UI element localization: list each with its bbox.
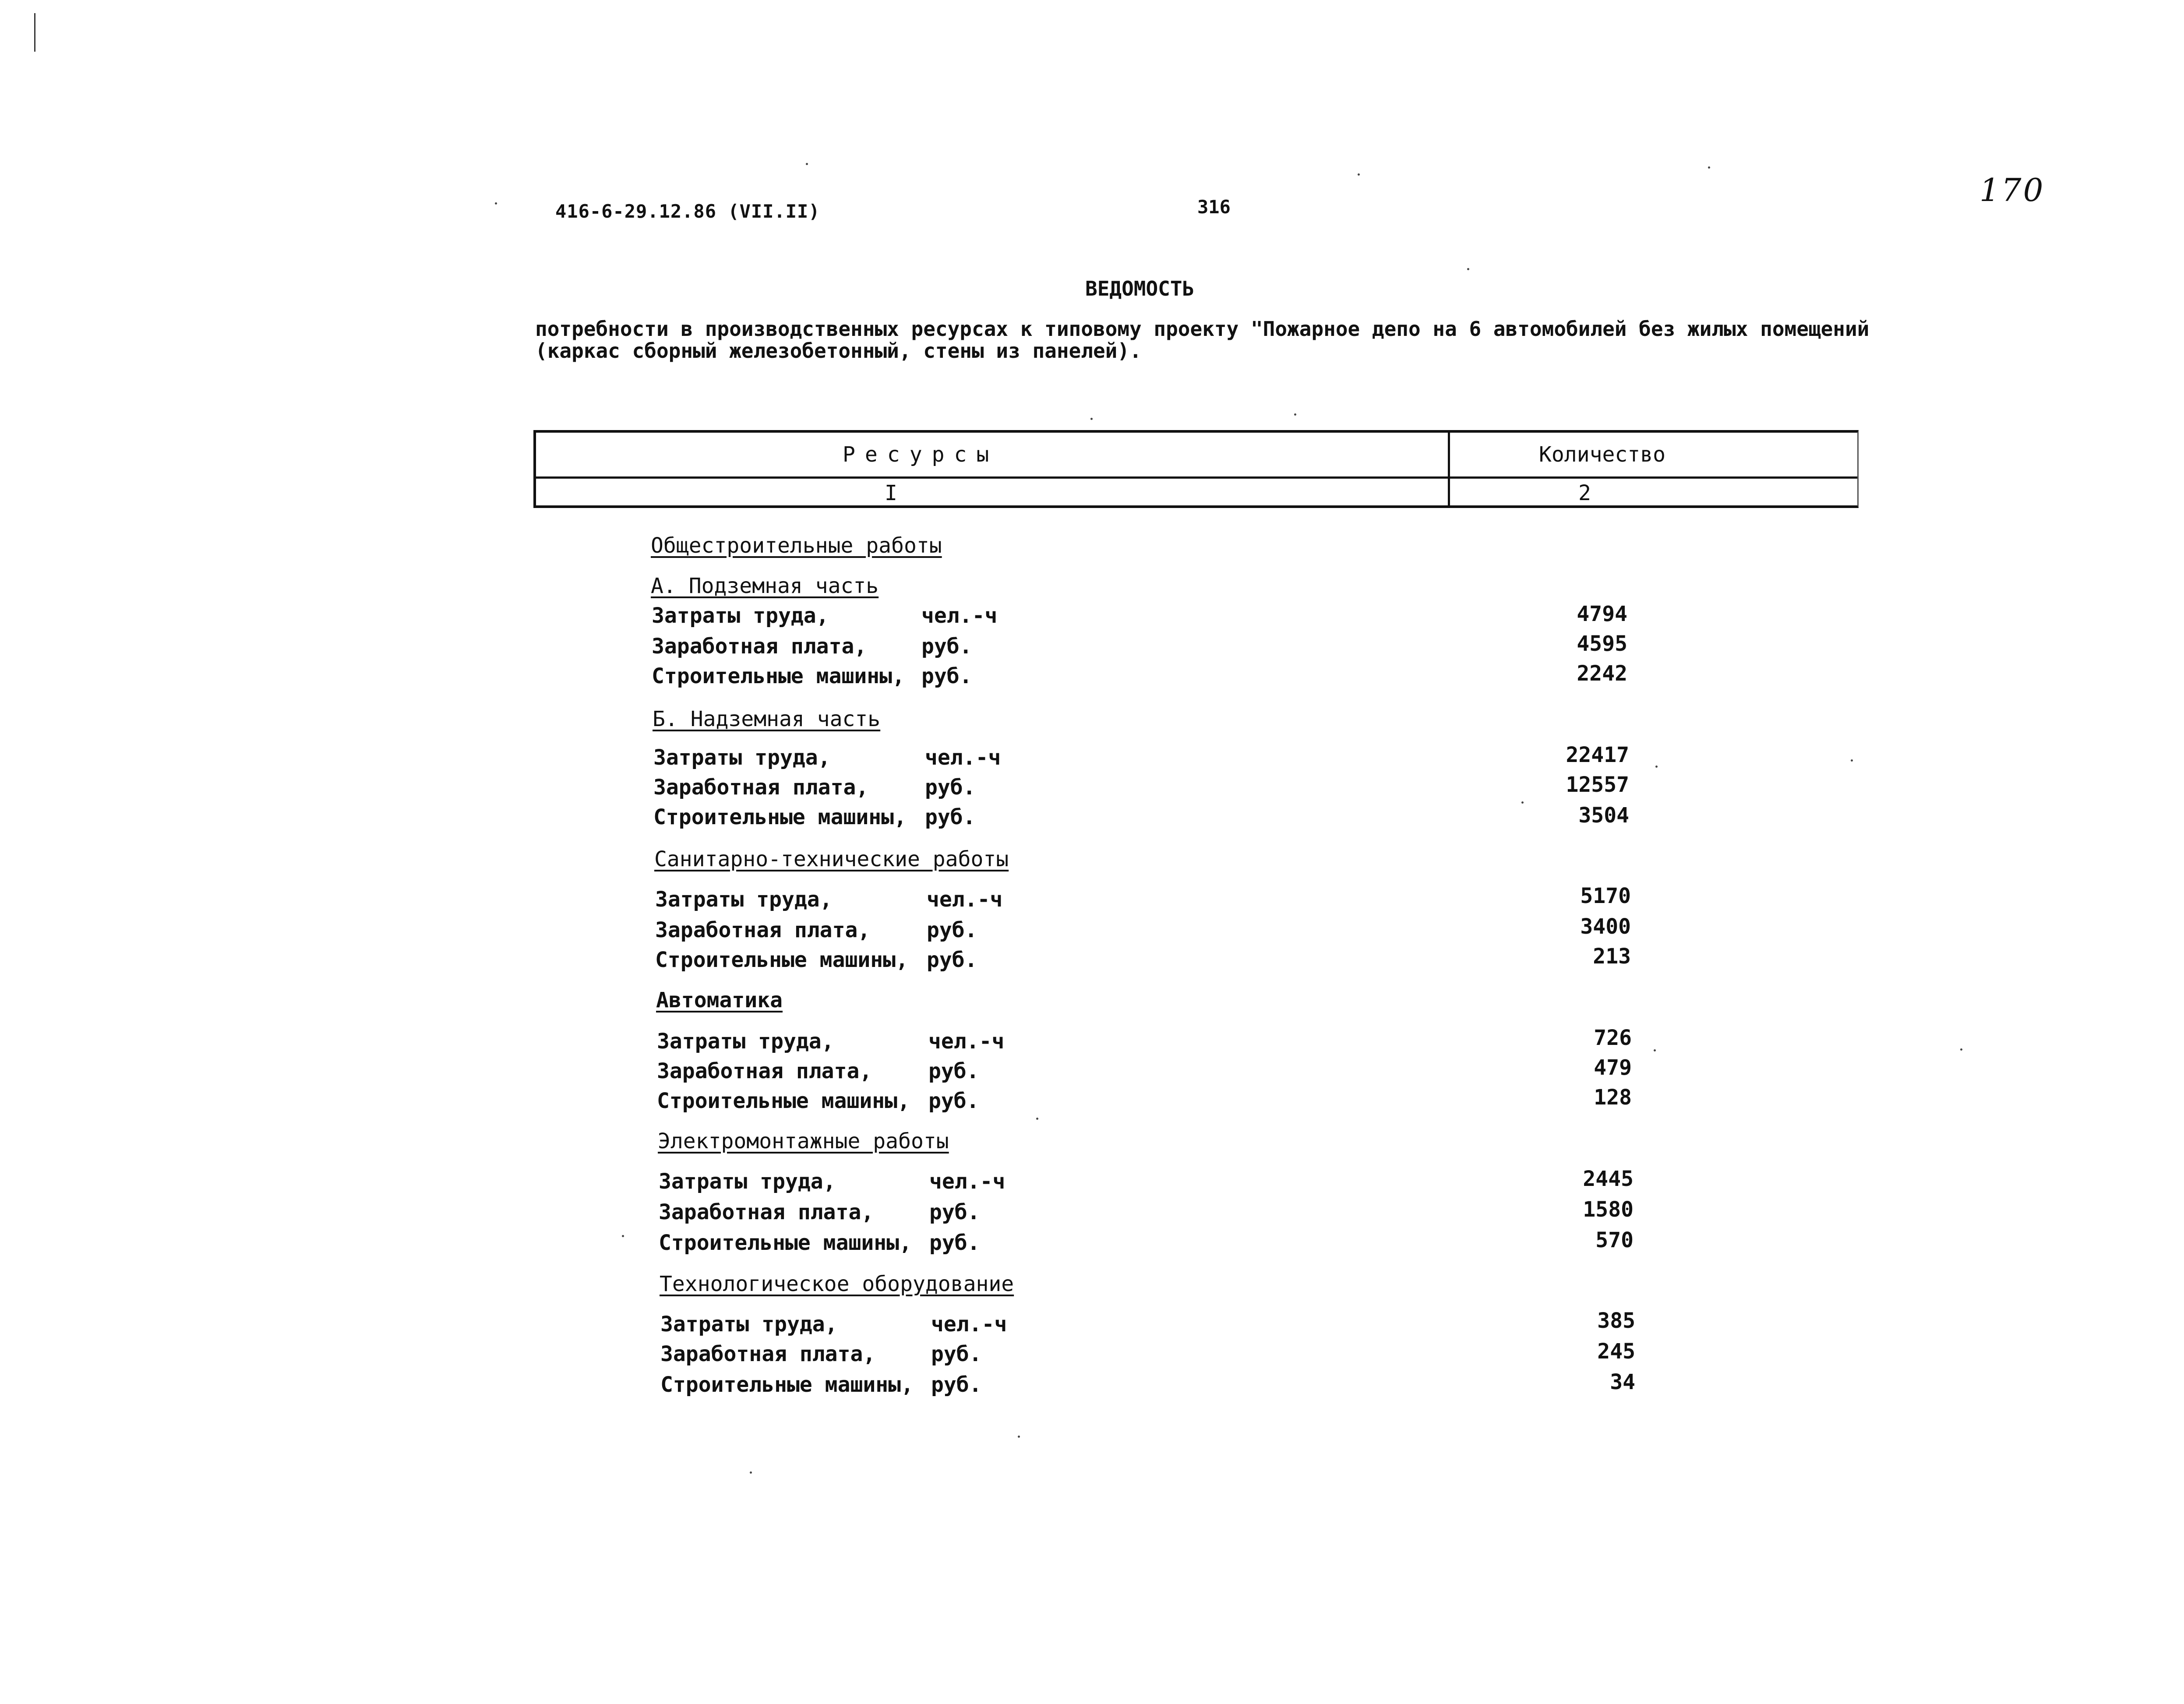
row-value: 2242 xyxy=(1577,661,1627,686)
row-unit: чел.-ч xyxy=(928,1029,1005,1054)
row-unit: руб. xyxy=(931,1372,982,1397)
document-code: 416-6-29.12.86 (VII.II) xyxy=(555,201,820,222)
row-label: Строительные машины, xyxy=(657,1089,910,1113)
row-value: 4595 xyxy=(1577,632,1627,656)
column-header-quantity: Количество xyxy=(1539,442,1665,467)
row-value: 385 xyxy=(1597,1309,1635,1333)
row-label: Заработная плата, xyxy=(652,634,867,659)
row-unit: руб. xyxy=(925,805,976,829)
row-label: Заработная плата, xyxy=(653,775,869,800)
section-title: Электромонтажные работы xyxy=(658,1129,949,1154)
row-unit: руб. xyxy=(931,1342,982,1366)
row-unit: руб. xyxy=(925,775,976,800)
scan-speck xyxy=(1358,173,1360,176)
row-label: Затраты труда, xyxy=(657,1029,834,1054)
column-header-resources: Ресурсы xyxy=(843,442,999,467)
row-unit: руб. xyxy=(929,1231,980,1255)
section-title: Автоматика xyxy=(656,988,783,1013)
row-label: Затраты труда, xyxy=(655,887,833,912)
row-value: 128 xyxy=(1594,1085,1632,1110)
row-value: 34 xyxy=(1610,1370,1635,1394)
row-value: 245 xyxy=(1597,1339,1635,1364)
row-value: 5170 xyxy=(1580,884,1631,908)
column-number-2: 2 xyxy=(1578,481,1591,505)
row-value: 479 xyxy=(1594,1055,1632,1080)
row-label: Строительные машины, xyxy=(653,805,907,829)
header-table xyxy=(533,430,1859,508)
row-label: Затраты труда, xyxy=(660,1312,838,1337)
section-title: Санитарно-технические работы xyxy=(654,847,1009,871)
row-unit: руб. xyxy=(921,634,972,659)
scan-speck xyxy=(1294,413,1296,416)
row-label: Заработная плата, xyxy=(655,918,871,942)
page-number: 316 xyxy=(1197,196,1231,218)
scan-speck xyxy=(806,163,808,165)
row-unit: чел.-ч xyxy=(925,745,1001,770)
section-title: Технологическое оборудование xyxy=(660,1272,1014,1296)
scan-speck xyxy=(495,202,497,205)
scan-speck xyxy=(1521,801,1524,804)
document-title: ВЕДОМОСТЬ xyxy=(1085,277,1195,300)
row-label: Строительные машины, xyxy=(659,1231,912,1255)
table-divider xyxy=(536,476,1857,479)
scan-speck xyxy=(1960,1048,1962,1051)
scan-speck xyxy=(1090,418,1093,420)
scan-speck xyxy=(750,1471,752,1474)
row-unit: руб. xyxy=(927,948,977,972)
general-section-title: Общестроительные работы xyxy=(651,533,942,558)
row-unit: чел.-ч xyxy=(931,1312,1007,1337)
row-label: Затраты труда, xyxy=(653,745,831,770)
scan-speck xyxy=(1467,268,1469,270)
row-label: Строительные машины, xyxy=(660,1372,914,1397)
row-unit: чел.-ч xyxy=(921,603,998,628)
row-value: 570 xyxy=(1595,1228,1634,1252)
scan-speck xyxy=(1708,166,1710,169)
row-value: 213 xyxy=(1593,944,1631,969)
row-label: Заработная плата, xyxy=(659,1200,874,1224)
scan-speck xyxy=(1654,1049,1656,1051)
row-label: Затраты труда, xyxy=(652,603,829,628)
row-label: Заработная плата, xyxy=(657,1059,872,1083)
row-unit: чел.-ч xyxy=(927,887,1003,912)
margin-mark xyxy=(34,13,35,52)
scan-speck xyxy=(1655,766,1658,768)
handwritten-page-number: 170 xyxy=(1979,172,2045,208)
row-label: Затраты труда, xyxy=(659,1169,836,1194)
document-subtitle: потребности в производственных ресурсах к типовому проекту "Пожарное депо на 6 автомобилей без жилых помещений (каркас сборный железобетонный, стены из панелей). xyxy=(535,317,1870,363)
row-unit: руб. xyxy=(928,1089,979,1113)
row-value: 3504 xyxy=(1578,803,1629,828)
row-value: 12557 xyxy=(1566,773,1629,797)
row-unit: руб. xyxy=(929,1200,980,1224)
row-unit: руб. xyxy=(927,918,977,942)
row-label: Заработная плата, xyxy=(660,1342,876,1366)
row-value: 2445 xyxy=(1583,1167,1634,1191)
row-value: 1580 xyxy=(1583,1197,1634,1222)
scan-speck xyxy=(1851,759,1853,762)
row-value: 3400 xyxy=(1580,914,1631,939)
scan-speck xyxy=(622,1235,624,1237)
row-unit: руб. xyxy=(921,664,972,688)
row-label: Строительные машины, xyxy=(655,948,908,972)
row-unit: руб. xyxy=(928,1059,979,1083)
row-value: 4794 xyxy=(1577,602,1627,626)
row-label: Строительные машины, xyxy=(652,664,905,688)
scan-speck xyxy=(1018,1436,1020,1438)
row-value: 22417 xyxy=(1566,743,1629,767)
section-title: Б. Надземная часть xyxy=(653,707,881,731)
table-column-divider xyxy=(1448,433,1450,505)
row-unit: чел.-ч xyxy=(929,1169,1006,1194)
section-title: А. Подземная часть xyxy=(651,574,879,598)
row-value: 726 xyxy=(1594,1026,1632,1050)
column-number-1: I xyxy=(885,481,897,505)
scan-speck xyxy=(1036,1118,1038,1120)
